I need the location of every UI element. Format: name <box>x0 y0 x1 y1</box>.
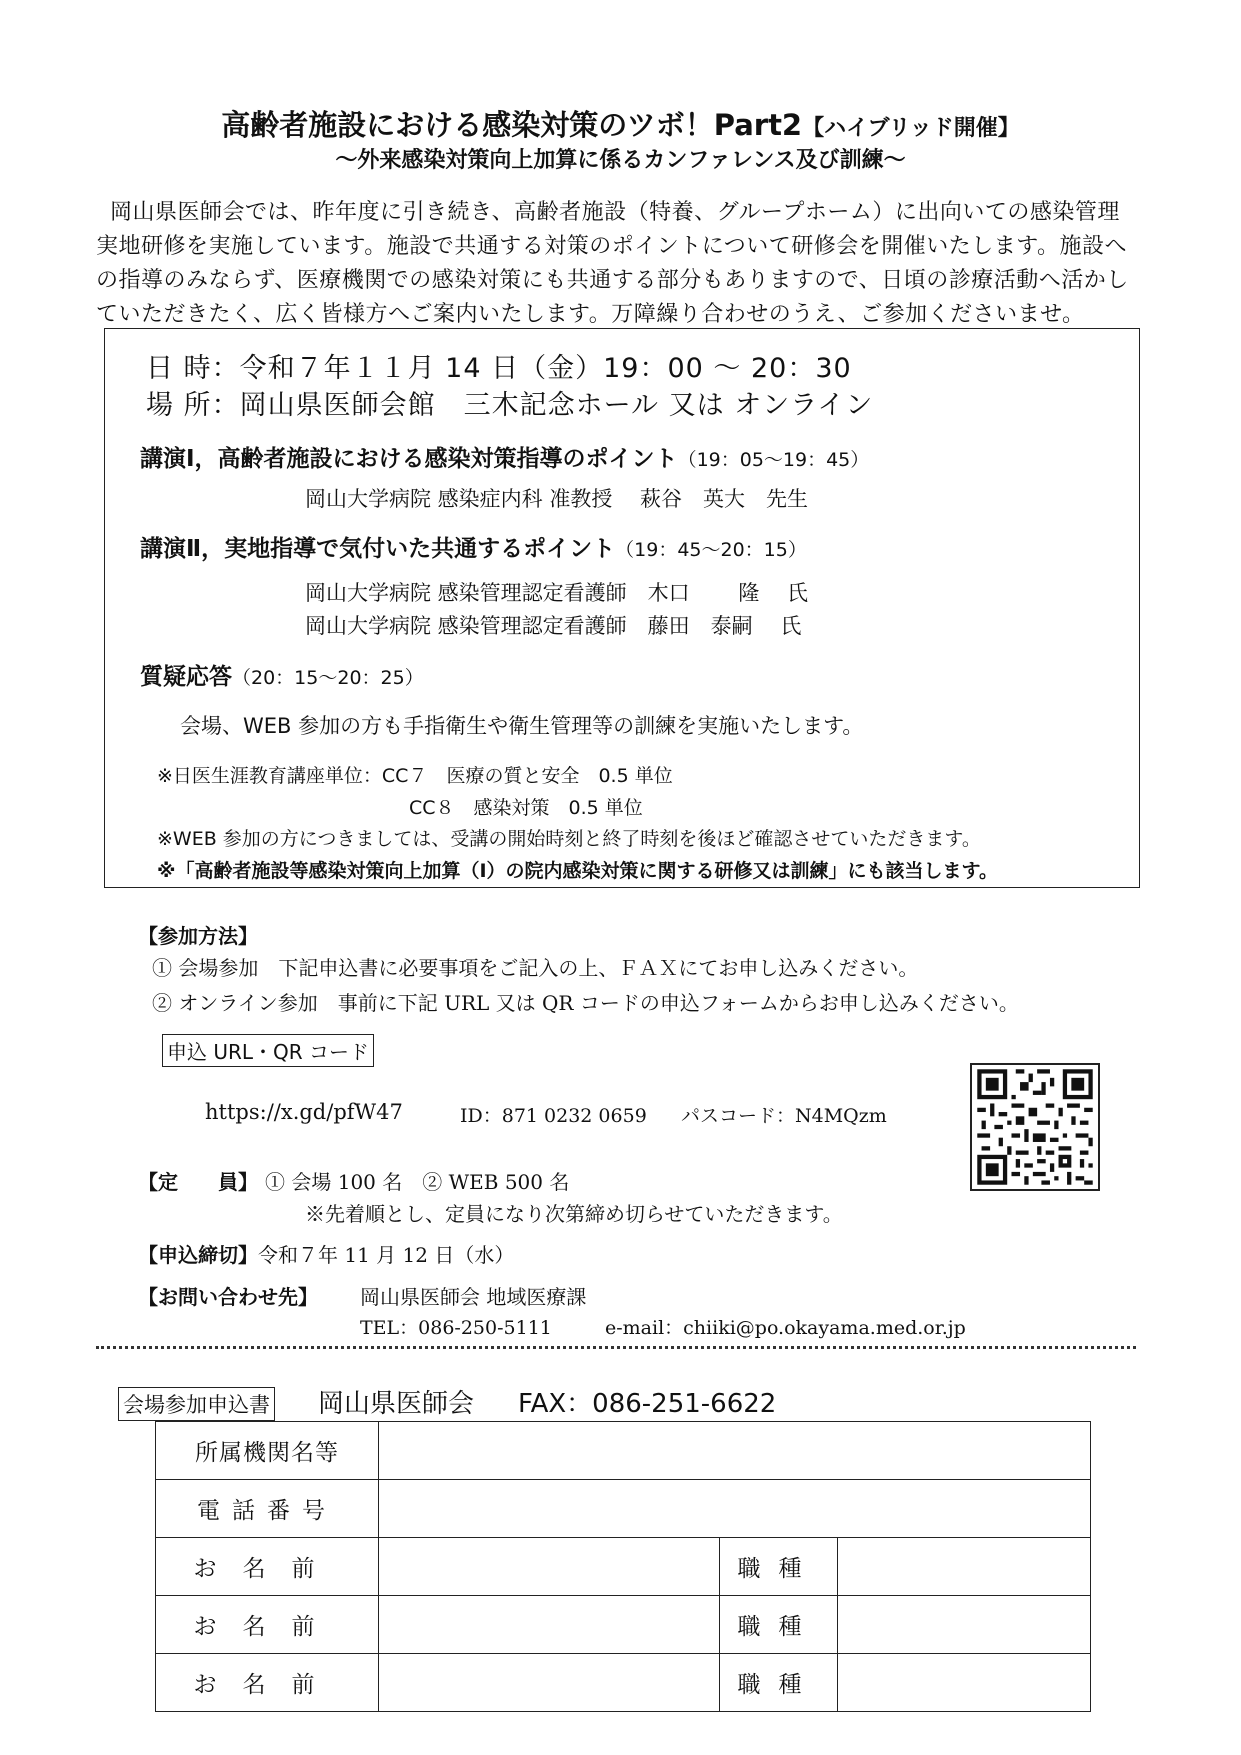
passcode: パスコード：N4MQzm <box>681 1105 887 1127</box>
lecture-1-time: （19：05〜19：45） <box>677 449 870 471</box>
form-row-affiliation <box>156 1422 1091 1480</box>
name-field[interactable] <box>379 1654 720 1712</box>
form-row-name <box>156 1654 1091 1712</box>
intro-line: ていただきたく、広く皆様方へご案内いたします。万障繰り合わせのうえ、ご参加くださいませ。 <box>96 302 1085 327</box>
intro-line: の指導のみならず、医療機関での感染対策にも共通する部分もありますので、日頃の診療活動へ活かし <box>96 268 1129 293</box>
page-subtitle: 〜外来感染対策向上加算に係るカンファレンス及び訓練〜 <box>335 148 906 173</box>
lecture-2-time: （19：45〜20：15） <box>615 539 807 561</box>
registration-url[interactable]: https://x.gd/pfW47 <box>205 1100 403 1124</box>
url-qr-label: 申込 URL・QR コード <box>162 1034 374 1067</box>
capacity-value: ① 会場 100 名 ② WEB 500 名 <box>265 1170 570 1194</box>
job-label: 職種 <box>720 1654 838 1712</box>
cc-note-1: ※日医生涯教育講座単位：CC７ 医療の質と安全 0.5 単位 <box>157 765 673 787</box>
job-label: 職種 <box>720 1538 838 1596</box>
event-place: 場 所：岡山県医師会館 三木記念ホール 又は オンライン <box>146 390 874 421</box>
application-form-table <box>155 1421 1091 1712</box>
form-org: 岡山県医師会 <box>318 1389 475 1419</box>
job-field[interactable] <box>838 1596 1091 1654</box>
qa-name: 質疑応答 <box>140 664 232 690</box>
bonus-note: ※「高齢者施設等感染対策向上加算（Ⅰ）の院内感染対策に関する研修又は訓練」にも該当します。 <box>157 860 999 882</box>
lecture-2-speaker-1: 岡山大学病院 感染管理認定看護師 木口 隆 氏 <box>305 581 809 605</box>
lecture-2-speaker-2: 岡山大学病院 感染管理認定看護師 藤田 泰嗣 氏 <box>305 614 802 638</box>
web-note: ※WEB 参加の方につきましては、受講の開始時刻と終了時刻を後ほど確認させていただきます。 <box>157 828 981 850</box>
phone-field[interactable] <box>379 1480 1091 1538</box>
participation-method-2: ② オンライン参加 事前に下記 URL 又は QR コードの申込フォームからお申し込みください。 <box>152 991 1019 1015</box>
contact-email[interactable]: e-mail：chiiki@po.okayama.med.or.jp <box>605 1317 966 1339</box>
lecture-1-name: 講演Ⅰ，高齢者施設における感染対策指導のポイント <box>140 446 678 472</box>
qa-time: （20：15〜20：25） <box>232 667 424 689</box>
lecture-1-title <box>140 440 869 473</box>
contact-heading: 【お問い合わせ先】 <box>138 1285 318 1309</box>
participation-method-1: ① 会場参加 下記申込書に必要事項をご記入の上、ＦＡＸにてお申し込みください。 <box>152 956 919 980</box>
page-title <box>0 103 1241 144</box>
name-label: お名前 <box>156 1596 379 1654</box>
form-label: 会場参加申込書 <box>118 1387 275 1421</box>
capacity-heading: 【定 員】 <box>138 1170 258 1194</box>
participation-heading: 【参加方法】 <box>138 924 258 948</box>
title-main: 高齢者施設における感染対策のツボ！Part2 <box>221 108 803 142</box>
form-row-phone <box>156 1480 1091 1538</box>
form-row-name <box>156 1596 1091 1654</box>
lecture-2-title <box>140 530 807 563</box>
qa-text: 会場、WEB 参加の方も手指衛生や衛生管理等の訓練を実施いたします。 <box>180 714 864 738</box>
name-label: お名前 <box>156 1538 379 1596</box>
job-field[interactable] <box>838 1538 1091 1596</box>
phone-label: 電話番号 <box>156 1480 379 1538</box>
name-label: お名前 <box>156 1654 379 1712</box>
cut-line <box>96 1346 1136 1349</box>
form-fax: FAX：086-251-6622 <box>518 1389 777 1419</box>
deadline-value: 令和７年 11 月 12 日（水） <box>258 1243 515 1267</box>
affiliation-label: 所属機関名等 <box>156 1422 379 1480</box>
form-row-name <box>156 1538 1091 1596</box>
intro-line: 実地研修を実施しています。施設で共通する対策のポイントについて研修会を開催いたします。施設へ <box>96 234 1128 259</box>
deadline-heading: 【申込締切】 <box>138 1243 258 1267</box>
meeting-id: ID：871 0232 0659 <box>460 1105 647 1127</box>
qr-code[interactable] <box>970 1063 1100 1191</box>
contact-tel: TEL：086-250-5111 <box>360 1317 552 1339</box>
capacity-note: ※先着順とし、定員になり次第締め切らせていただきます。 <box>305 1202 843 1226</box>
cc-note-2: CC８ 感染対策 0.5 単位 <box>409 797 643 819</box>
qr-code-image <box>972 1065 1098 1189</box>
job-field[interactable] <box>838 1654 1091 1712</box>
qa-title <box>140 658 424 691</box>
name-field[interactable] <box>379 1596 720 1654</box>
contact-org: 岡山県医師会 地域医療課 <box>360 1285 587 1309</box>
lecture-1-speaker: 岡山大学病院 感染症内科 准教授 萩谷 英大 先生 <box>305 487 809 511</box>
intro-paragraph <box>96 196 1156 332</box>
event-datetime: 日 時：令和７年１１月 14 日（金）19：00 〜 20：30 <box>146 353 852 384</box>
lecture-2-name: 講演Ⅱ，実地指導で気付いた共通するポイント <box>140 536 616 562</box>
affiliation-field[interactable] <box>379 1422 1091 1480</box>
intro-line: 岡山県医師会では、昨年度に引き続き、高齢者施設（特養、グループホーム）に出向いての感染管理 <box>110 200 1120 225</box>
title-tag: 【ハイブリッド開催】 <box>802 116 1020 141</box>
name-field[interactable] <box>379 1538 720 1596</box>
job-label: 職種 <box>720 1596 838 1654</box>
